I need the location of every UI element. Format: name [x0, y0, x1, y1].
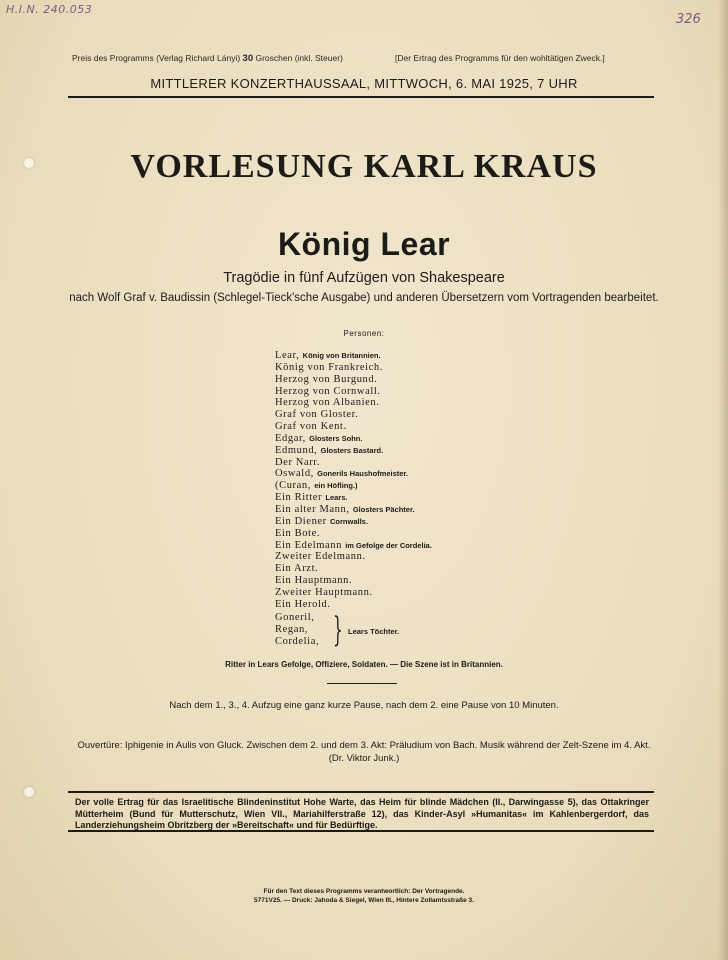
cast-role: [275, 551, 575, 563]
daughters-group: [275, 612, 475, 652]
cast-role: [275, 563, 575, 575]
role-name: Ein Herold.: [275, 598, 331, 610]
cast-role: [275, 362, 575, 374]
main-title: VORLESUNG KARL KRAUS: [130, 148, 598, 185]
play-title: König Lear: [277, 226, 451, 262]
venue-date-line: MITTLERER KONZERTHAUSSAAL, MITTWOCH, 6. MAI 1925, 7 UHR: [150, 76, 578, 91]
role-name: Graf von Kent.: [275, 421, 347, 433]
folio-number: 326: [676, 12, 701, 27]
play-subtitle: Tragödie in fünf Aufzügen von Shakespeare: [223, 270, 505, 286]
cast-role: [275, 480, 575, 492]
cast-role: [275, 445, 575, 457]
role-name: König von Frankreich.: [275, 361, 383, 373]
printer-footer: [0, 887, 728, 905]
archive-mark: H.I.N. 240.053: [6, 3, 93, 16]
role-name: Oswald,: [275, 468, 314, 480]
header-rule: [68, 96, 654, 98]
price-text-after: Groschen (inkl. Steuer): [253, 53, 343, 63]
cast-list: [275, 350, 575, 611]
punch-hole-bottom: [24, 787, 34, 797]
role-note: Glosters Pächter.: [352, 504, 415, 514]
cast-heading: Personen:: [343, 329, 385, 338]
role-name: Ein Diener: [275, 515, 327, 527]
role-note: Glosters Bastard.: [320, 445, 384, 455]
role-note: Lears.: [325, 493, 348, 503]
price-line: [72, 53, 343, 64]
daughters-note: Lears Töchter.: [348, 627, 400, 636]
daughter-name: Goneril,: [275, 612, 315, 623]
proceeds-note: [Der Ertrag des Programms für den wohltätigen Zweck.]: [395, 53, 605, 63]
role-note: König von Britannien.: [302, 351, 381, 360]
cast-role: [275, 350, 575, 362]
role-name: Ein Ritter: [275, 492, 323, 504]
cast-role: [275, 599, 575, 611]
role-name: Zweiter Edelmann.: [275, 551, 366, 563]
paper-edge-shadow: [718, 0, 728, 960]
curly-brace-icon: }: [332, 610, 343, 650]
role-name: (Curan,: [275, 480, 311, 492]
role-note: Gonerils Haushofmeister.: [317, 469, 409, 479]
cast-role: [275, 492, 575, 504]
role-name: Der Narr.: [275, 456, 321, 468]
cast-role: [275, 457, 575, 469]
cast-role: [275, 468, 575, 480]
role-name: Ein Hauptmann.: [275, 575, 353, 587]
role-name: Zweiter Hauptmann.: [275, 586, 373, 598]
role-name: Ein Edelmann: [275, 539, 342, 551]
footer-responsibility: Für den Text dieses Programms verantwortlich: Der Vortragende.: [263, 888, 465, 895]
cast-role: [275, 504, 575, 516]
role-name: Graf von Gloster.: [275, 409, 359, 421]
daughter-name: Regan,: [275, 624, 309, 635]
section-divider: [327, 683, 397, 684]
cast-role: [275, 575, 575, 587]
role-name: Ein alter Mann,: [275, 503, 350, 515]
role-note: im Gefolge der Cordelia.: [345, 540, 432, 550]
role-note: Cornwalls.: [330, 516, 368, 526]
translation-credit: nach Wolf Graf v. Baudissin (Schlegel-Tieck'sche Ausgabe) und anderen Übersetzern vom Vortragenden bearbeitet.: [69, 292, 659, 304]
cast-role: [275, 374, 575, 386]
donation-rule-top: [68, 791, 654, 793]
price-amount: 30: [242, 53, 254, 64]
music-note: Ouvertüre: Iphigenie in Aulis von Gluck. Zwischen dem 2. und dem 3. Akt: Präludium von Bach. Musik während der Zelt-Szene im 4. Akt. (Dr. Viktor Junk.): [77, 740, 651, 764]
role-name: Herzog von Cornwall.: [275, 385, 381, 397]
footer-printer: 5771V25. — Druck: Jahoda & Siegel, Wien III., Hintere Zollamtsstraße 3.: [254, 897, 474, 904]
role-name: Herzog von Burgund.: [275, 373, 378, 385]
cast-role: [275, 409, 575, 421]
cast-role: [275, 397, 575, 409]
cast-role: [275, 386, 575, 398]
cast-role: [275, 516, 575, 528]
donation-rule-bottom: [68, 830, 654, 832]
cast-role: [275, 587, 575, 599]
cast-role: [275, 433, 575, 445]
role-note: Glosters Sohn.: [309, 433, 363, 443]
extras-and-setting: Ritter in Lears Gefolge, Offiziere, Soldaten. — Die Szene ist in Britannien.: [225, 660, 503, 669]
role-name: Ein Bote.: [275, 527, 321, 539]
price-text-before: Preis des Programms (Verlag Richard Lányi): [72, 53, 243, 63]
role-name: Ein Arzt.: [275, 563, 319, 575]
role-name: Lear,: [275, 350, 300, 361]
cast-role: [275, 540, 575, 552]
role-name: Herzog von Albanien.: [275, 397, 380, 409]
donation-notice: Der volle Ertrag für das Israelitische Blindeninstitut Hohe Warte, das Heim für blinde Mädchen (II., Darwingasse 5), das Ottakringer Mütterheim (Bund für Mutterschutz, Wien VII., Mariahilferstraße 12), das Kinder-Asyl »Humanitas« im Kahlenbergerdorf, das Landerziehungsheim Obritzberg der »Bereitschaft« und für Bedürftige.: [75, 797, 649, 830]
role-name: Edgar,: [275, 432, 306, 444]
daughter-name: Cordelia,: [275, 636, 320, 647]
role-note: ein Höfling.): [314, 481, 358, 491]
cast-role: [275, 421, 575, 433]
intermission-note: Nach dem 1., 3., 4. Aufzug eine ganz kurze Pause, nach dem 2. eine Pause von 10 Minuten.: [169, 700, 559, 711]
cast-role: [275, 528, 575, 540]
role-name: Edmund,: [275, 444, 318, 456]
